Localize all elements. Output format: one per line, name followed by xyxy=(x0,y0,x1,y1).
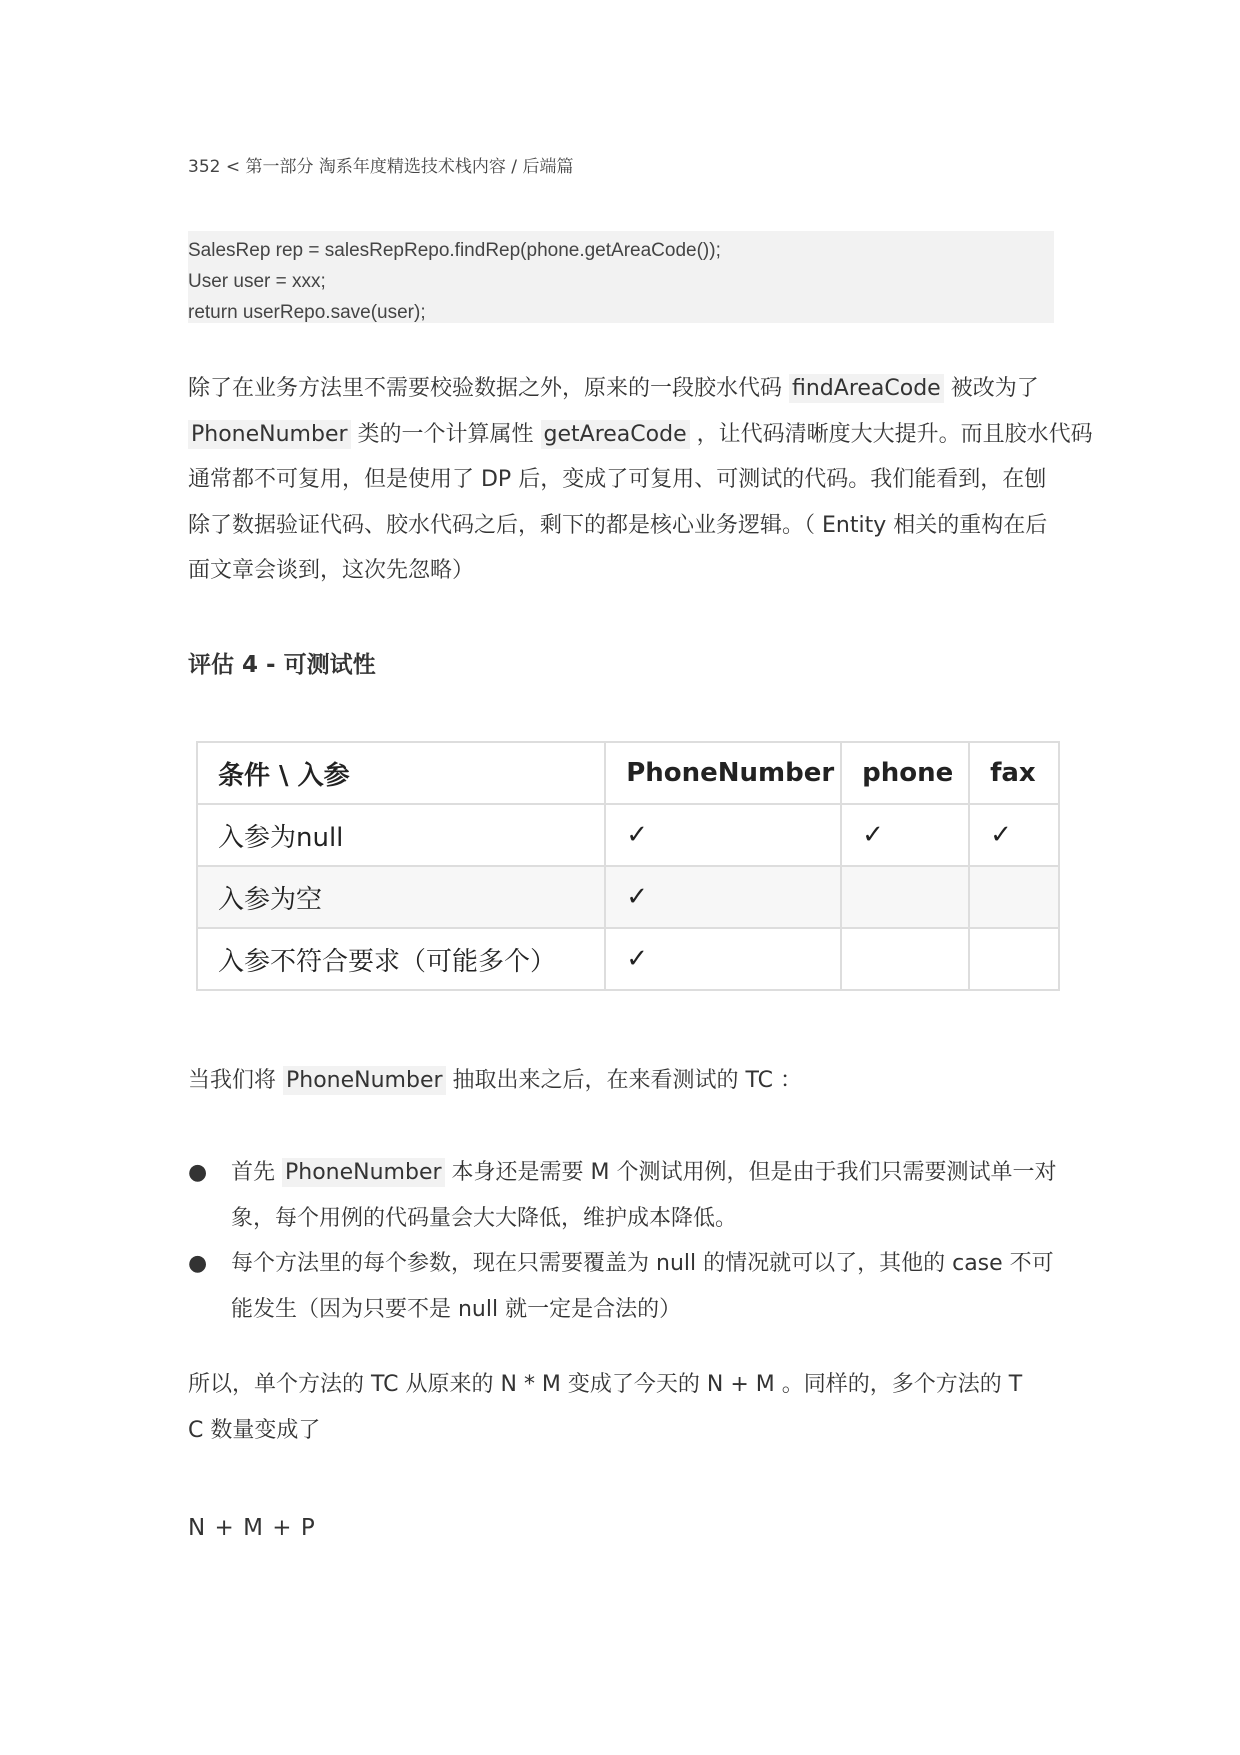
text-line: 每个方法里的每个参数，现在只需要覆盖为 null 的情况就可以了，其他的 case 不可 xyxy=(231,1251,1054,1276)
table-row xyxy=(197,866,1059,928)
bullet-icon: ● xyxy=(188,1160,208,1185)
table-header-row xyxy=(197,742,1059,804)
table-header-cell: 条件 \ 入参 xyxy=(197,742,605,804)
check-icon: ✓ xyxy=(605,804,841,866)
code-block xyxy=(188,231,1054,323)
text-line: 所以，单个方法的 TC 从原来的 N * M 变成了今天的 N + M 。同样的，多个方法的 T xyxy=(188,1372,1023,1397)
row-label: 入参为空 xyxy=(197,866,605,928)
paragraph-tc-count xyxy=(188,1362,1054,1453)
list-item xyxy=(188,1241,1054,1332)
code-line: User user = xxx; xyxy=(188,271,326,292)
table-row xyxy=(197,928,1059,990)
code-line: SalesRep rep = salesRepRepo.findRep(phone.getAreaCode()); xyxy=(188,240,721,261)
paragraph-tc-intro xyxy=(188,1058,1054,1104)
empty-cell xyxy=(969,928,1059,990)
check-icon: ✓ xyxy=(605,928,841,990)
check-icon: ✓ xyxy=(841,804,969,866)
text: 本身还是需要 M 个测试用例，但是由于我们只需要测试单一对 xyxy=(444,1160,1057,1185)
table-row xyxy=(197,804,1059,866)
bullet-icon: ● xyxy=(188,1251,208,1276)
text: 除了在业务方法里不需要校验数据之外，原来的一段胶水代码 xyxy=(188,376,789,401)
text-line: 面文章会谈到，这次先忽略） xyxy=(188,558,475,583)
text: 首先 xyxy=(231,1160,282,1185)
inline-code-phonenumber: PhoneNumber xyxy=(188,420,351,449)
bullet-list xyxy=(188,1150,1057,1332)
empty-cell xyxy=(969,866,1059,928)
table-header-cell: fax xyxy=(969,742,1059,804)
code-line: return userRepo.save(user); xyxy=(188,302,426,323)
empty-cell xyxy=(841,928,969,990)
text: 类的一个计算属性 xyxy=(350,421,541,447)
section-heading: 评估 4 - 可测试性 xyxy=(188,652,376,678)
test-case-table xyxy=(196,741,1060,991)
empty-cell xyxy=(841,866,969,928)
table-header-cell: PhoneNumber xyxy=(605,742,841,804)
formula: N + M + P xyxy=(188,1515,316,1541)
page-header: 352 < 第一部分 淘系年度精选技术栈内容 / 后端篇 xyxy=(188,157,574,177)
table-header-cell: phone xyxy=(841,742,969,804)
paragraph-dp-benefits xyxy=(188,366,1093,594)
text-line: 能发生（因为只要不是 null 就一定是合法的） xyxy=(231,1296,682,1322)
inline-code-findareacode: findAreaCode xyxy=(789,374,944,403)
row-label: 入参为null xyxy=(197,804,605,866)
list-item xyxy=(188,1150,1057,1241)
inline-code-getareacode: getAreaCode xyxy=(541,420,690,449)
text-line: C 数量变成了 xyxy=(188,1417,321,1443)
inline-code-phonenumber: PhoneNumber xyxy=(283,1066,446,1095)
text: 被改为了 xyxy=(943,376,1039,401)
inline-code-phonenumber: PhoneNumber xyxy=(282,1158,445,1187)
check-icon: ✓ xyxy=(969,804,1059,866)
text: 抽取出来之后，在来看测试的 TC ： xyxy=(445,1068,803,1093)
row-label: 入参不符合要求（可能多个） xyxy=(197,928,605,990)
text-line: 象，每个用例的代码量会大大降低，维护成本降低。 xyxy=(231,1205,738,1231)
text-line: 除了数据验证代码、胶水代码之后，剩下的都是核心业务逻辑。（ Entity 相关的重构在后 xyxy=(188,512,1048,538)
text: ，让代码清晰度大大提升。而且胶水代码 xyxy=(689,421,1093,447)
check-icon: ✓ xyxy=(605,866,841,928)
text: 当我们将 xyxy=(188,1068,283,1093)
text-line: 通常都不可复用，但是使用了 DP 后，变成了可复用、可测试的代码。我们能看到，在刨 xyxy=(188,467,1047,492)
